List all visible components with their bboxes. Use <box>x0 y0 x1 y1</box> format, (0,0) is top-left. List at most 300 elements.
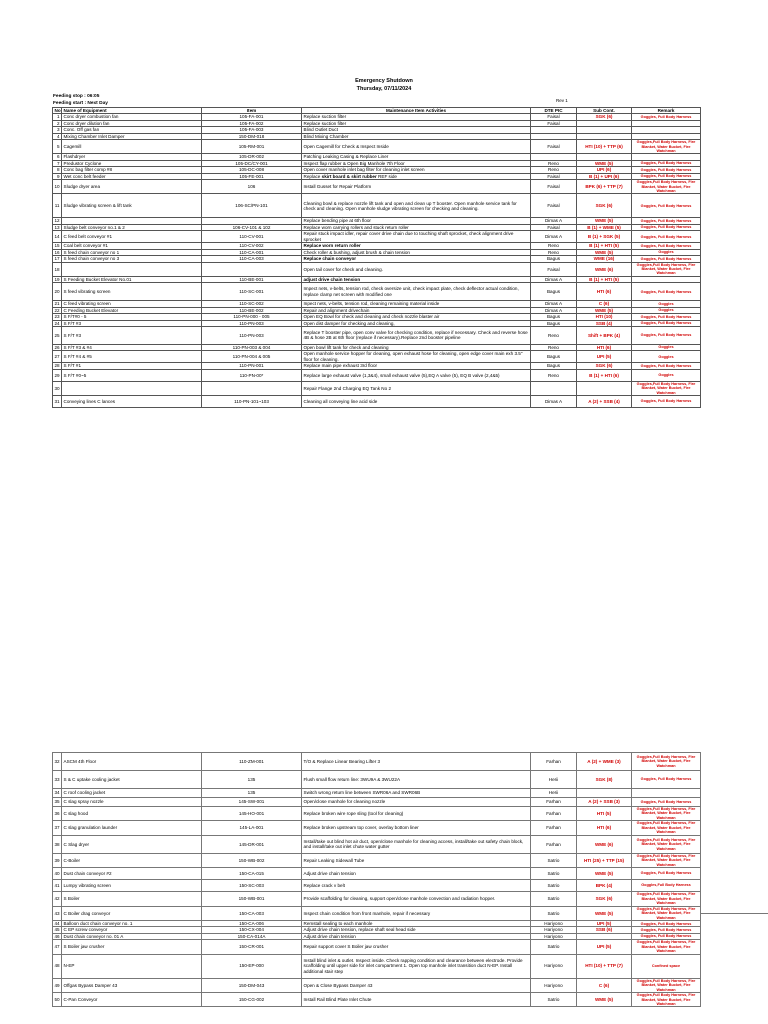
pic-name: Bagus <box>531 256 577 262</box>
activity-text: Blind Mixing Chamber <box>302 133 531 139</box>
subcontractor: WME (16) <box>577 256 632 262</box>
row-number: 42 <box>53 892 62 906</box>
equipment-name: Balloon duct chain conveyor no. 1 <box>62 921 202 927</box>
subcontractor: WME (5) <box>577 160 632 166</box>
row-number: 39 <box>53 853 62 867</box>
subcontractor: SGK (6) <box>577 194 632 218</box>
pic-name: Dimas A <box>531 307 577 313</box>
remark-text: Goggles <box>632 351 701 363</box>
item-code: 150-WB-002 <box>202 853 302 867</box>
equipment-name: Sludge belt conveyor no.1 & 2 <box>62 224 202 230</box>
item-code: 105-FE-001 <box>202 173 302 179</box>
equipment-name: C slag hood <box>62 807 202 821</box>
row-number: 19 <box>54 276 60 282</box>
row-number: 38 <box>53 835 62 853</box>
row-number: 8 <box>53 167 62 173</box>
pic-name: Faisal <box>531 173 577 179</box>
table-row <box>53 954 701 978</box>
pic-name: Reno <box>531 160 577 166</box>
activity-text: Replace chain conveyor <box>302 256 531 262</box>
row-number: 20 <box>53 283 62 301</box>
row-number: 33 <box>53 771 62 789</box>
table-row <box>53 326 701 344</box>
row-number: 40 <box>53 868 62 880</box>
item-code: 150-SC-003 <box>202 880 302 892</box>
remark-text: Goggles, Full Body Harness <box>632 231 701 243</box>
item-code: 150-WB-001 <box>202 892 302 906</box>
activity-text: Install/take out blind hot air duct, open/close manhole for cleaning access, install/take out safety chain block, and install/take out inlet chute water gutter <box>302 835 531 853</box>
pic-name: Farhan <box>531 821 577 835</box>
pic-name: Faisal <box>531 114 577 120</box>
item-code: 150-EP-000 <box>202 954 302 978</box>
item-code: 145-HO-001 <box>202 807 302 821</box>
row-number: 22 <box>54 307 60 313</box>
row-number: 1 <box>53 114 62 120</box>
item-code: 150-CA-003 <box>202 906 302 920</box>
item-code: 110-CA-001 <box>202 249 302 255</box>
row-number: 11 <box>53 194 62 218</box>
subcontractor: C (6) <box>577 978 632 992</box>
remark-text: Goggles, Full Body Harness <box>632 927 701 933</box>
table-row <box>53 771 701 789</box>
row-number: 37 <box>53 821 62 835</box>
item-code: 110-SC-001 <box>202 283 302 301</box>
remark-text: Goggles,Full Body Harness, Fire Blanket, Water Bucket, Fire Watchman <box>632 892 701 906</box>
item-code: 110-CA-003 <box>202 256 302 262</box>
remark-text: Goggles,Full Body Harness, Fire Blanket, Water Bucket, Fire Watchman <box>632 993 701 1007</box>
table-row <box>53 993 701 1007</box>
activity-text: Replace large exhaust valve (1,3&4), small exhaust valve (5),EQ A valve (5), EQ B valve (2,4&5) <box>302 369 531 381</box>
equipment-name: C feed belt conveyor #1 <box>62 231 202 243</box>
pic-name: Dimas A <box>531 218 577 224</box>
table-row <box>53 821 701 835</box>
pic-name: Farhan <box>531 807 577 821</box>
remark-text: Goggles, Full Body Harness <box>632 363 701 369</box>
row-number: 17 <box>54 256 60 262</box>
pic-name: Reno <box>531 167 577 173</box>
pic-name: Bagus <box>531 351 577 363</box>
pic-name: Hariyono <box>531 954 577 978</box>
activity-text: Repair and alignment drivechain <box>302 307 531 313</box>
row-number: 6 <box>53 154 62 160</box>
remark-text: Goggles <box>632 344 701 350</box>
subcontractor: SSB (4) <box>577 320 632 326</box>
row-number: 12 <box>54 218 60 224</box>
subcontractor: HTI (25) + TTP (15) <box>577 853 632 867</box>
maintenance-table-continued <box>52 752 701 1007</box>
item-code: 105-FA-002 <box>202 120 302 126</box>
pic-name: Hariyono <box>531 933 577 939</box>
subcontractor: Shift + BPK (4) <box>577 326 632 344</box>
remark-text: Goggles, Full Body Harness <box>632 320 701 326</box>
remark-text: Goggles, Full Body Harness <box>632 167 701 173</box>
row-number: 27 <box>53 351 62 363</box>
activity-text: Patching Leaking Casing & Replace Liner <box>302 154 531 160</box>
pic-name: Bagus <box>531 314 577 320</box>
item-code: 135 <box>202 771 302 789</box>
activity-text: Flush small flow return line: 3WU9A & 3WU22A <box>302 771 531 789</box>
equipment-name: Conc bag filter comp #8 <box>62 167 202 173</box>
table-row <box>53 798 701 807</box>
item-code: 150-CA-014A <box>202 933 302 939</box>
pic-name: Reno <box>531 369 577 381</box>
item-code: 135 <box>202 789 302 798</box>
activity-text: Repair support cover S Boiler jaw crusher <box>302 940 531 954</box>
activity-text: Install Gusset for Repair Platform <box>302 180 531 194</box>
item-code: 110-PN-101~103 <box>202 396 302 408</box>
pic-name: Reno <box>531 344 577 350</box>
subcontractor: SGK (6) <box>577 892 632 906</box>
pic-name: Dimas A <box>531 276 577 282</box>
activity-text: Check roller & bushing, adjust brush & chain tension <box>302 249 531 255</box>
subcontractor <box>577 381 632 395</box>
remark-text: Goggles,Full Body Harness, Fire Blanket, Water Bucket, Fire Watchman <box>632 753 701 771</box>
pic-name: Satrio <box>531 940 577 954</box>
remark-text: Goggles, Full Body Harness <box>632 868 701 880</box>
pic-name: Satrio <box>531 853 577 867</box>
subcontractor: HTI (10) + TTP (7) <box>577 954 632 978</box>
equipment-name: S F/T #3 <box>62 326 202 344</box>
pic-name: Reno <box>531 326 577 344</box>
remark-text: Goggles, Full Body Harness <box>632 771 701 789</box>
row-number: 9 <box>53 173 62 179</box>
subcontractor: B (1) + HTI (5) <box>577 243 632 249</box>
row-number: 21 <box>54 301 60 307</box>
equipment-name: Dust chain conveyor #2 <box>62 868 202 880</box>
remark-text: Goggles, Full Body Harness <box>632 194 701 218</box>
activity-text: Replace suction filter <box>302 114 531 120</box>
table-row <box>53 892 701 906</box>
equipment-name: C slag granulation launder <box>62 821 202 835</box>
item-code: 110-CV-002 <box>202 243 302 249</box>
activity-text: Adjust drive chain tension, replace shaft seal head side <box>302 927 531 933</box>
subcontractor: WME (5) <box>577 307 632 313</box>
table-row <box>53 978 701 992</box>
pic-name: Faisal <box>531 194 577 218</box>
divider <box>700 913 768 914</box>
activity-text: adjust drive chain tension <box>302 276 531 282</box>
item-code: 110-PN-00* <box>202 369 302 381</box>
activity-text: Open bowl lift tank for check and cleaning <box>302 344 531 350</box>
subcontractor: UPI (5) <box>577 921 632 927</box>
row-number: 32 <box>53 753 62 771</box>
equipment-name: Lumpy vibrating screen <box>62 880 202 892</box>
item-code: 105-RM-001 <box>202 140 302 154</box>
activity-text: Replace bending pipe at 6th floor <box>302 218 531 224</box>
remark-text: Goggles,Full Body Harness, Fire Blanket, Water Bucket, Fire Watchman <box>632 821 701 835</box>
activity-text: Replace broken wire rope sling (tool for cleaning) <box>302 807 531 821</box>
table-row <box>53 396 701 408</box>
equipment-name: C Boiler drag conveyor <box>62 906 202 920</box>
subcontractor: HTI (6) <box>577 821 632 835</box>
pic-name: Satrio <box>531 880 577 892</box>
table-row <box>53 262 701 276</box>
item-code: 106-SC/PN-101 <box>202 194 302 218</box>
item-code: 110-PN-003 & 004 <box>202 344 302 350</box>
subcontractor <box>577 789 632 798</box>
table-row <box>53 807 701 821</box>
table-row <box>53 789 701 798</box>
row-number: 14 <box>53 231 62 243</box>
pic-name: Satrio <box>531 906 577 920</box>
col-header-pic: DTE PIC <box>531 108 577 114</box>
pic-name: Dimas A <box>531 396 577 408</box>
subcontractor: BPK (6) + TTP (7) <box>577 180 632 194</box>
pic-name: Hariyono <box>531 921 577 927</box>
activity-text: Switch wrong return line between SWR06A and SWR06B <box>302 789 531 798</box>
row-number: 48 <box>53 954 62 978</box>
pic-name: Hariyono <box>531 927 577 933</box>
row-number: 13 <box>54 224 60 230</box>
row-number: 35 <box>53 798 62 807</box>
activity-text: Cleaning all conveying line acid side <box>302 396 531 408</box>
subcontractor: SGK (8) <box>577 771 632 789</box>
equipment-name <box>62 262 202 276</box>
item-code: 150-CR-001 <box>202 940 302 954</box>
row-number: 43 <box>53 906 62 920</box>
pic-name: Satrio <box>531 993 577 1007</box>
subcontractor: UPI (5) <box>577 940 632 954</box>
pic-name <box>531 381 577 395</box>
activity-text: Inspect chain condition from front manhole, repair if necessary <box>302 906 531 920</box>
subcontractor: HTI (10) + TTP (6) <box>577 140 632 154</box>
item-code: 150-CA-015 <box>202 868 302 880</box>
pic-name: Satrio <box>531 892 577 906</box>
col-header-remark: Remark <box>632 108 701 114</box>
subcontractor: WME (5) <box>577 868 632 880</box>
row-number: 29 <box>53 369 62 381</box>
activity-text: Open Cagemill for Check & Inspect Inside <box>302 140 531 154</box>
activity-text: Adjust drive chain tension <box>302 868 531 880</box>
table-row <box>53 906 701 920</box>
equipment-name: C roof cooling jacket <box>62 789 202 798</box>
pic-name: Satrio <box>531 868 577 880</box>
row-number: 15 <box>54 243 60 249</box>
document-title: Emergency Shutdown <box>355 78 413 84</box>
row-number: 2 <box>53 120 62 126</box>
activity-text: Cleaning bowl & replace nozzle lift tank and open and clean up T booster. Open manhole service tank for check and cleaning. Open manhole sludge vibrating screen for checking and cleaning. <box>302 194 531 218</box>
activity-text: Open/close manhole for cleaning nozzle <box>302 798 531 807</box>
row-number: 4 <box>53 133 62 139</box>
item-code: 150-CG-002 <box>202 993 302 1007</box>
item-code <box>202 262 302 276</box>
subcontractor: B (1) + HTI (6) <box>577 369 632 381</box>
revision: Rev 1 <box>556 98 568 103</box>
remark-text: Goggles,Full Body Harness, Fire Blanket, Water Bucket, Fire Watchman <box>632 140 701 154</box>
equipment-name: S feed vibrating screen <box>62 283 202 301</box>
item-code: 145-LA-001 <box>202 821 302 835</box>
activity-text: Install blind inlet & outlet. Inspect inside. Check rapping condition and clearance between electrode. Provide scaffolding until upper side for inlet compartment 1. Open top manhole inlet transition duct N-EP. Install additional stair step <box>302 954 531 978</box>
equipment-name: Predustor Cyclone <box>62 160 202 166</box>
pic-name: Dimas A <box>531 301 577 307</box>
pic-name: Hariyono <box>531 978 577 992</box>
row-number: 47 <box>53 940 62 954</box>
equipment-name: Mixing Chamber Inlet Damper <box>62 133 202 139</box>
equipment-name: Conveying lines C lances <box>62 396 202 408</box>
item-code: 110-BE-002 <box>202 307 302 313</box>
subcontractor: HTI (6) <box>577 283 632 301</box>
item-code: 105-FA-001 <box>202 114 302 120</box>
remark-text: Goggles,Full Body Harness, Fire Blanket, Water Bucket, Fire Watchman <box>632 262 701 276</box>
item-code: 145-SW-001 <box>202 798 302 807</box>
pic-name: Bagus <box>531 363 577 369</box>
subcontractor: UPI (5) <box>577 351 632 363</box>
equipment-name: C feed vibrating screen <box>62 301 202 307</box>
row-number: 44 <box>54 921 60 927</box>
equipment-name: C slag spray nozzle <box>62 798 202 807</box>
row-number: 24 <box>54 320 60 326</box>
activity-text: Replace main pipe exhaust 3rd floor <box>302 363 531 369</box>
remark-text: Goggles, Full Body Harness <box>632 798 701 807</box>
subcontractor: WME (5) <box>577 993 632 1007</box>
row-number: 26 <box>54 344 60 350</box>
row-number: 28 <box>54 363 60 369</box>
activity-text: Replace worn carrying rollers and stuck return roller <box>302 224 531 230</box>
equipment-name: Sludge vibrating screen & lift tank <box>62 194 202 218</box>
col-header-activities: Maintenance Item Activities <box>302 108 531 114</box>
equipment-name: Cagemill <box>62 140 202 154</box>
subcontractor: A (2) + WME (3) <box>577 753 632 771</box>
table-row <box>53 853 701 867</box>
remark-text: Goggles <box>632 301 701 307</box>
pic-name: Herii <box>531 789 577 798</box>
subcontractor: WME (6) <box>577 262 632 276</box>
equipment-name: S Boiler <box>62 892 202 906</box>
item-code: 110-PN-001 <box>202 363 302 369</box>
subcontractor: B (1) + WME (5) <box>577 224 632 230</box>
row-number: 45 <box>54 927 60 933</box>
equipment-name: Conc dryer combustion fan <box>62 114 202 120</box>
row-number: 23 <box>54 314 60 320</box>
activity-text: Inspect flap rubber & Open Big Manhole 7th Floor <box>302 160 531 166</box>
remark-text: Goggles, Full Body Harness <box>632 224 701 230</box>
maintenance-table <box>52 107 701 408</box>
activity-text: Replace broken upstream top cover, overlay bottom liner <box>302 821 531 835</box>
activity-text: Replace suction filter <box>302 120 531 126</box>
activity-text: Open tail cover for check and cleaning. <box>302 262 531 276</box>
table-row <box>53 283 701 301</box>
equipment-name: S F/T #3 & #4 <box>62 344 202 350</box>
activity-text: Replace T booster pipe, open conv valve for checking condition, replace if necessary. Check and reverse hose 4B & hose 2B at 6th floor (replace if necessary).Replace 2nd booster pipeline <box>302 326 531 344</box>
remark-text: Confined space <box>632 954 701 978</box>
table-row <box>53 835 701 853</box>
remark-text: Goggles, Full Body Harness <box>632 256 701 262</box>
remark-text: Goggles, Full Body Harness <box>632 114 701 120</box>
activity-text: Repair Flange 2nd Charging EQ Tank No 2 <box>302 381 531 395</box>
item-code: 110-PN-004 & 005 <box>202 351 302 363</box>
activity-text: Repair stuck impact idler, repair cover drive chain due to touching shaft sprocket, check alignment drive sprocket <box>302 231 531 243</box>
item-code: 150-DM-018 <box>202 133 302 139</box>
equipment-name: S feed chain conveyor no 3 <box>62 256 202 262</box>
equipment-name: S F/T#0 - 5 <box>62 314 202 320</box>
subcontractor: WME (5) <box>577 249 632 255</box>
remark-text: Goggles,Full Body Harness <box>632 880 701 892</box>
remark-text: Goggles,Full Body Harness, Fire Blanket, Water Bucket, Fire Watchman <box>632 381 701 395</box>
activity-text: Remstall sealing to each manhole <box>302 921 531 927</box>
activity-text: Install Rail Blind Plate Inlet Chute <box>302 993 531 1007</box>
row-number: 5 <box>53 140 62 154</box>
activity-text: Open cover manhole inlet bag filter for cleaning inlet screen <box>302 167 531 173</box>
remark-text: Goggles, Full Body Harness <box>632 396 701 408</box>
subcontractor: SSB (6) <box>577 927 632 933</box>
pic-name: Faisal <box>531 120 577 126</box>
remark-text: Goggles, Full Body Harness <box>632 218 701 224</box>
activity-text: Inpect nets, v-belts, tension rod, cleaning remaining material inside <box>302 301 531 307</box>
table-row <box>53 351 701 363</box>
equipment-name: C Slag dryer <box>62 835 202 853</box>
remark-text: Goggles,Full Body Harness, Fire Blanket, Water Bucket, Fire Watchman <box>632 835 701 853</box>
activity-text: Provide scaffolding for cleaning, support open/close manhole convection and radiation hopper. <box>302 892 531 906</box>
row-number: 3 <box>53 127 62 133</box>
pic-name: Farhan <box>531 798 577 807</box>
remark-text: Goggles, Full Body Harness <box>632 283 701 301</box>
activity-text: Impect nets, v-belts, tension rod, check oversize unit, check impact plate, check deflector actual condition, replace clamp net screen with modified one <box>302 283 531 301</box>
activity-text: Open EQ Bowl for check and cleaning and check nozzle blaster air <box>302 314 531 320</box>
equipment-name: S F/T #4 & #5 <box>62 351 202 363</box>
equipment-name: S feed chain conveyor no 1 <box>62 249 202 255</box>
remark-text: Goggles, Full Body Harness <box>632 173 701 179</box>
row-number: 18 <box>53 262 62 276</box>
document-date: Thursday, 07/11/2024 <box>356 86 412 92</box>
subcontractor: A (2) + SSB (4) <box>577 396 632 408</box>
item-code: 105-DC-008 <box>202 167 302 173</box>
table-row <box>53 231 701 243</box>
remark-text: Goggles, Full Body Harness <box>632 933 701 939</box>
row-number: 41 <box>53 880 62 892</box>
subcontractor: BPK (4) <box>577 880 632 892</box>
pic-name: Reno <box>531 249 577 255</box>
equipment-name: Offgas Bypass Damper 43 <box>62 978 202 992</box>
equipment-name: S Feeding Bucket Elevator No.01 <box>62 276 202 282</box>
activity-text: Open dist damper for checking and cleaning, <box>302 320 531 326</box>
table-row <box>53 194 701 218</box>
remark-text: Goggles,Full Body Harness, Fire Blanket, Water Bucket, Fire Watchman <box>632 978 701 992</box>
row-number: 34 <box>53 789 62 798</box>
item-code: 110-SC-002 <box>202 301 302 307</box>
table-row <box>53 880 701 892</box>
feeding-start: Feeding start : Next Day <box>53 101 108 106</box>
equipment-name: Coal belt conveyor #1 <box>62 243 202 249</box>
table-row <box>53 753 701 771</box>
item-code <box>202 381 302 395</box>
equipment-name: ASCM 4th Floor <box>62 753 202 771</box>
row-number: 30 <box>53 381 62 395</box>
remark-text: Goggles,Full Body Harness, Fire Blanket, Water Bucket, Fire Watchman <box>632 940 701 954</box>
pic-name: Dimas A <box>531 231 577 243</box>
table-row <box>53 140 701 154</box>
remark-text: Goggles <box>632 307 701 313</box>
feeding-stop: Feeding stop : 06:05 <box>53 94 100 99</box>
activity-text: Replace crack v belt <box>302 880 531 892</box>
equipment-name: C Feeding Bucket Elevator <box>62 307 202 313</box>
subcontractor: C (6) <box>577 301 632 307</box>
equipment-name: S F/T #3 <box>62 320 202 326</box>
row-number: 16 <box>54 249 60 255</box>
activity-text: Replace skirt board & skirt rubber REF side <box>302 173 531 179</box>
pic-name: Faisal <box>531 140 577 154</box>
remark-text: Goggles, Full Body Harness <box>632 314 701 320</box>
table-row <box>53 381 701 395</box>
remark-text: Goggles, Full Body Harness <box>632 921 701 927</box>
pic-name: Reno <box>531 243 577 249</box>
equipment-name: Conc. Off gas fan <box>62 127 202 133</box>
item-code: 110-PN-000 - 005 <box>202 314 302 320</box>
equipment-name: C-Pan Conveyor <box>62 993 202 1007</box>
subcontractor: B (1) + SGK (5) <box>577 231 632 243</box>
row-number: 31 <box>53 396 62 408</box>
equipment-name <box>62 381 202 395</box>
pic-name: Faisal <box>531 262 577 276</box>
